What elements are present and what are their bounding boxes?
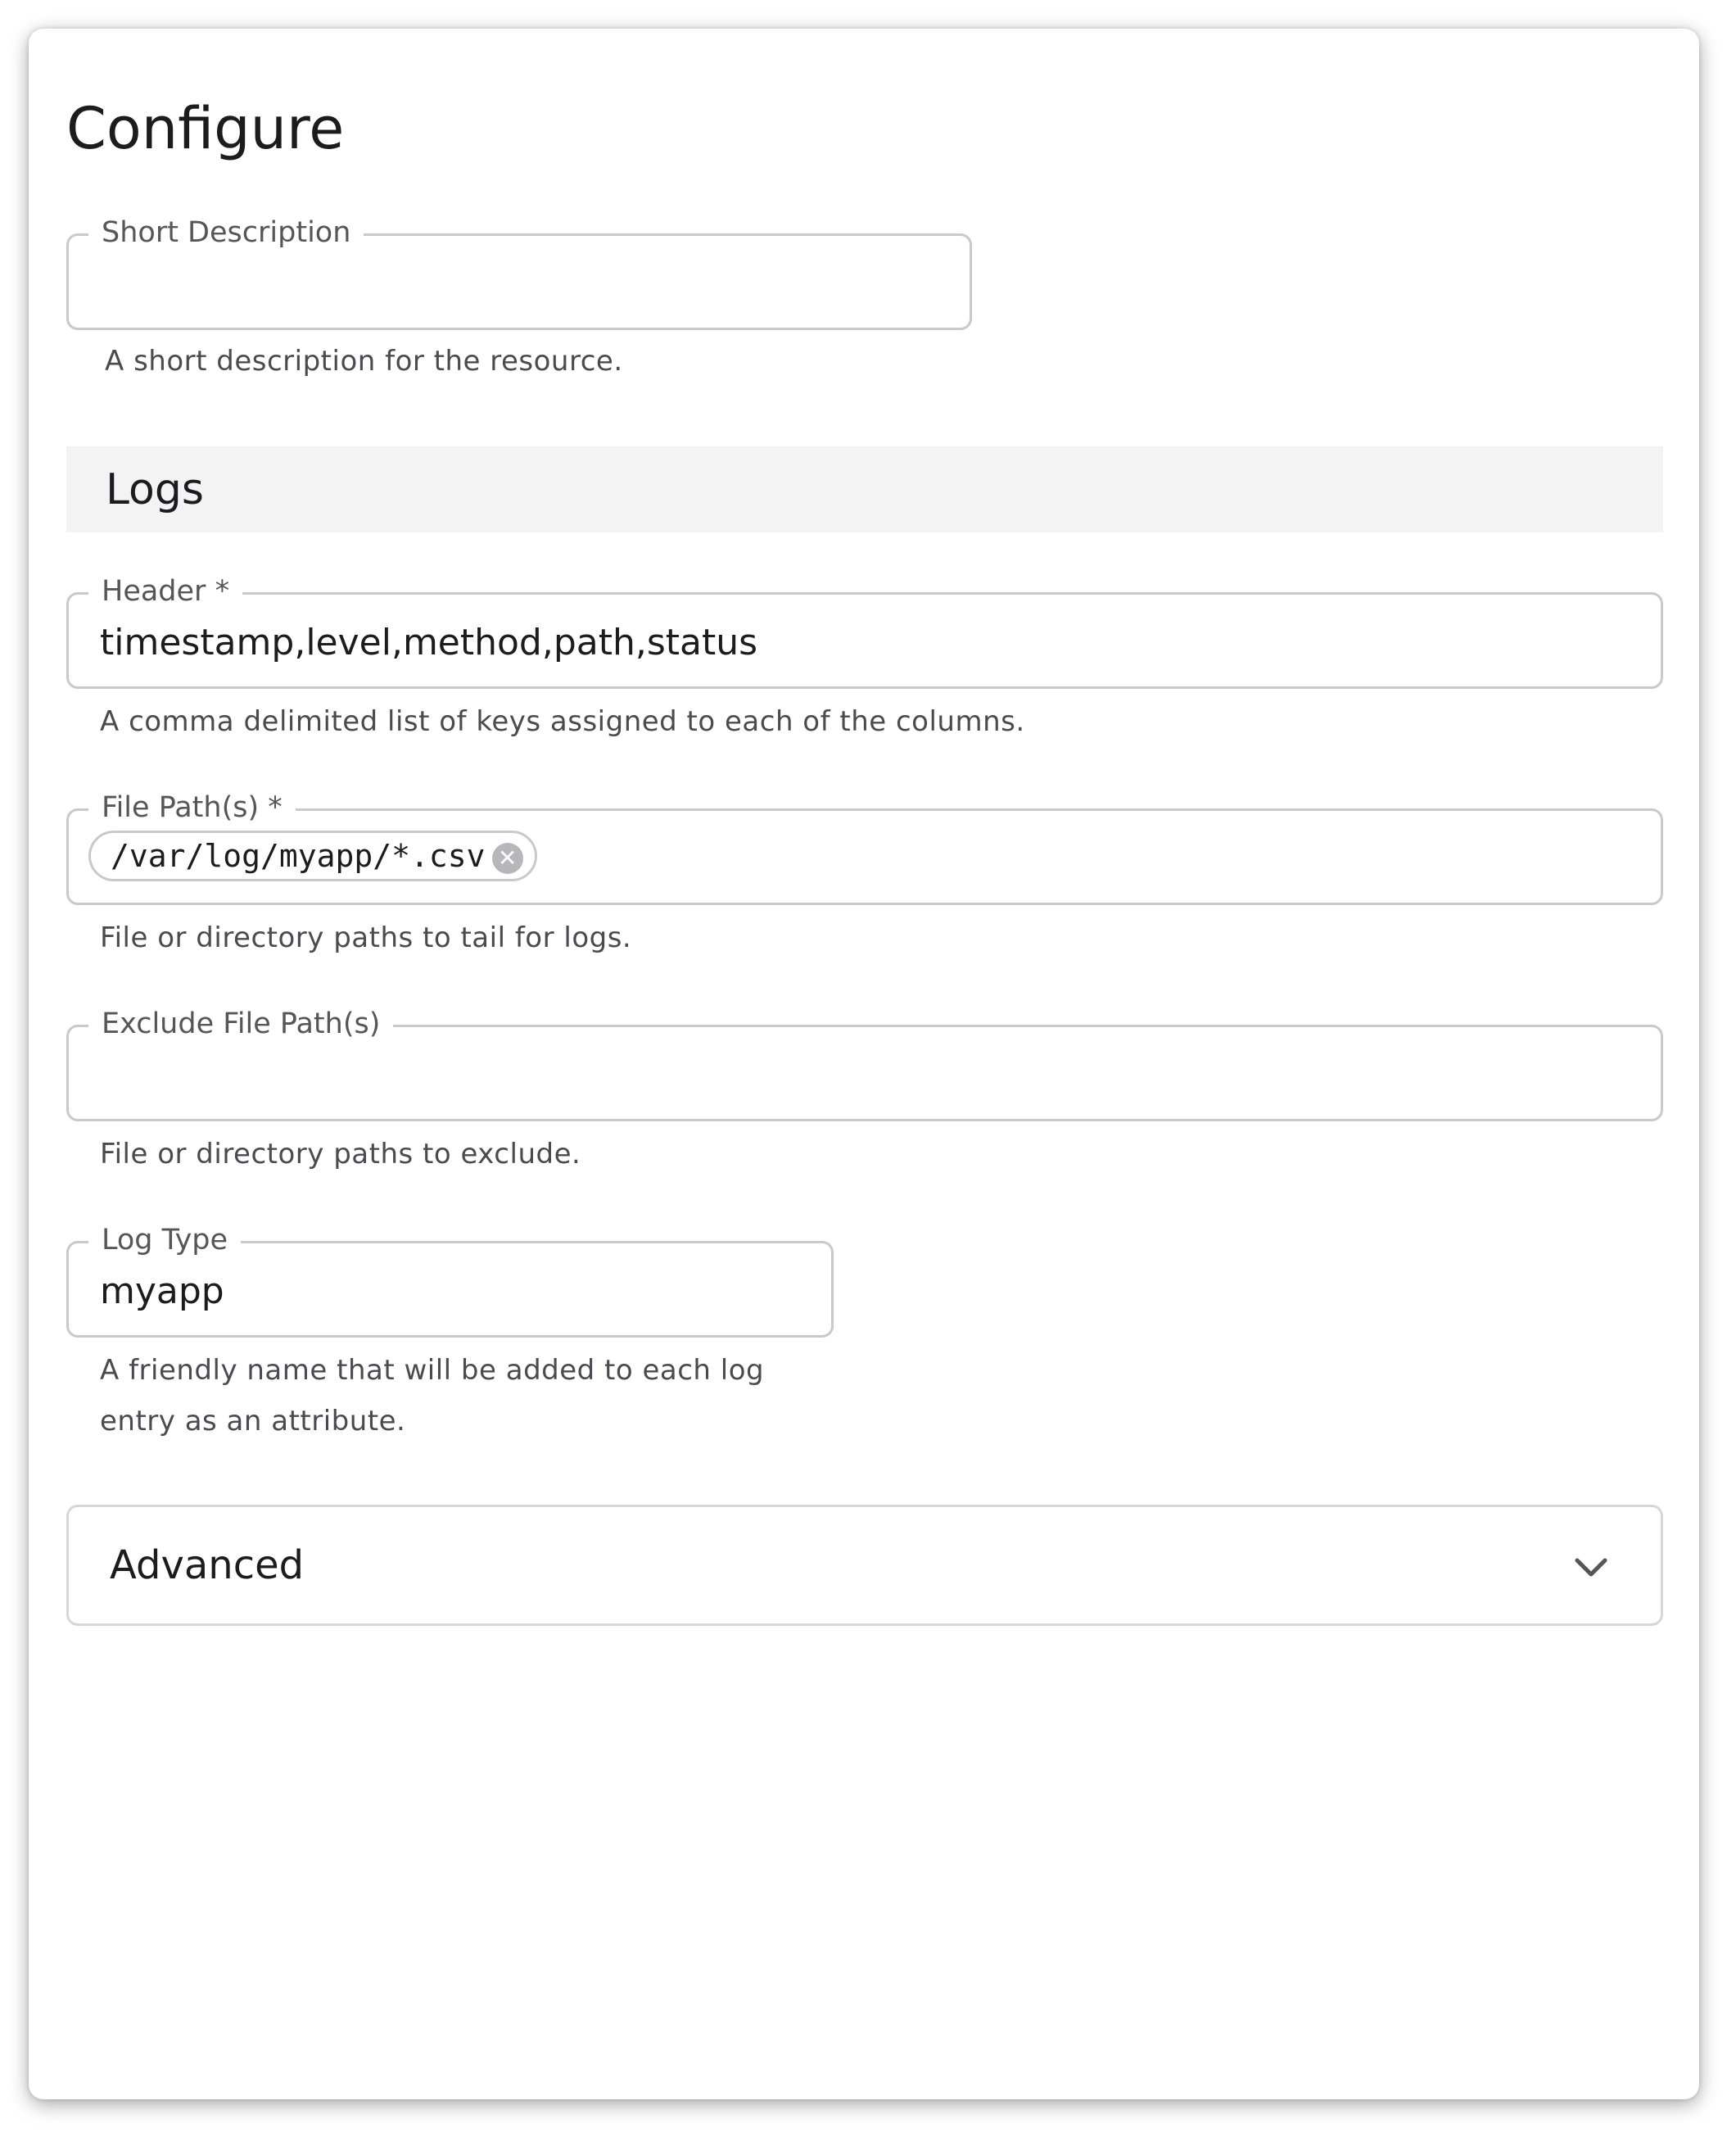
logs-section-title: Logs xyxy=(106,465,204,514)
short-description-field[interactable] xyxy=(66,216,972,330)
log-type-helper-line-2: entry as an attribute. xyxy=(100,1405,406,1437)
exclude-file-paths-helper: File or directory paths to exclude. xyxy=(100,1138,581,1170)
file-path-chip-text: /var/log/myapp/*.csv xyxy=(111,838,486,874)
close-circle-icon[interactable]: ✕ xyxy=(492,843,523,874)
log-type-helper-line-1: A friendly name that will be added to each log xyxy=(100,1354,765,1387)
exclude-file-paths-label: Exclude File Path(s) xyxy=(88,1006,393,1042)
log-type-input[interactable]: myapp xyxy=(100,1270,224,1312)
short-description-helper: A short description for the resource. xyxy=(105,345,623,378)
exclude-file-paths-field[interactable] xyxy=(66,1007,1663,1121)
short-description-label: Short Description xyxy=(88,215,364,251)
file-path-chip[interactable] xyxy=(88,831,537,881)
log-type-label: Log Type xyxy=(88,1222,241,1258)
page-title: Configure xyxy=(66,95,345,162)
header-field[interactable] xyxy=(66,575,1663,689)
chevron-down-icon[interactable] xyxy=(1572,1548,1610,1586)
file-paths-helper: File or directory paths to tail for logs. xyxy=(100,921,632,954)
log-type-field[interactable] xyxy=(66,1224,834,1338)
file-paths-label: File Path(s) * xyxy=(88,790,296,826)
header-input[interactable]: timestamp,level,method,path,status xyxy=(100,622,758,663)
header-helper: A comma delimited list of keys assigned to each of the columns. xyxy=(100,705,1025,738)
advanced-accordion[interactable] xyxy=(66,1505,1663,1626)
file-paths-field[interactable] xyxy=(66,791,1663,905)
advanced-title: Advanced xyxy=(110,1542,305,1588)
logs-section-header xyxy=(66,446,1663,532)
header-label: Header * xyxy=(88,573,242,609)
